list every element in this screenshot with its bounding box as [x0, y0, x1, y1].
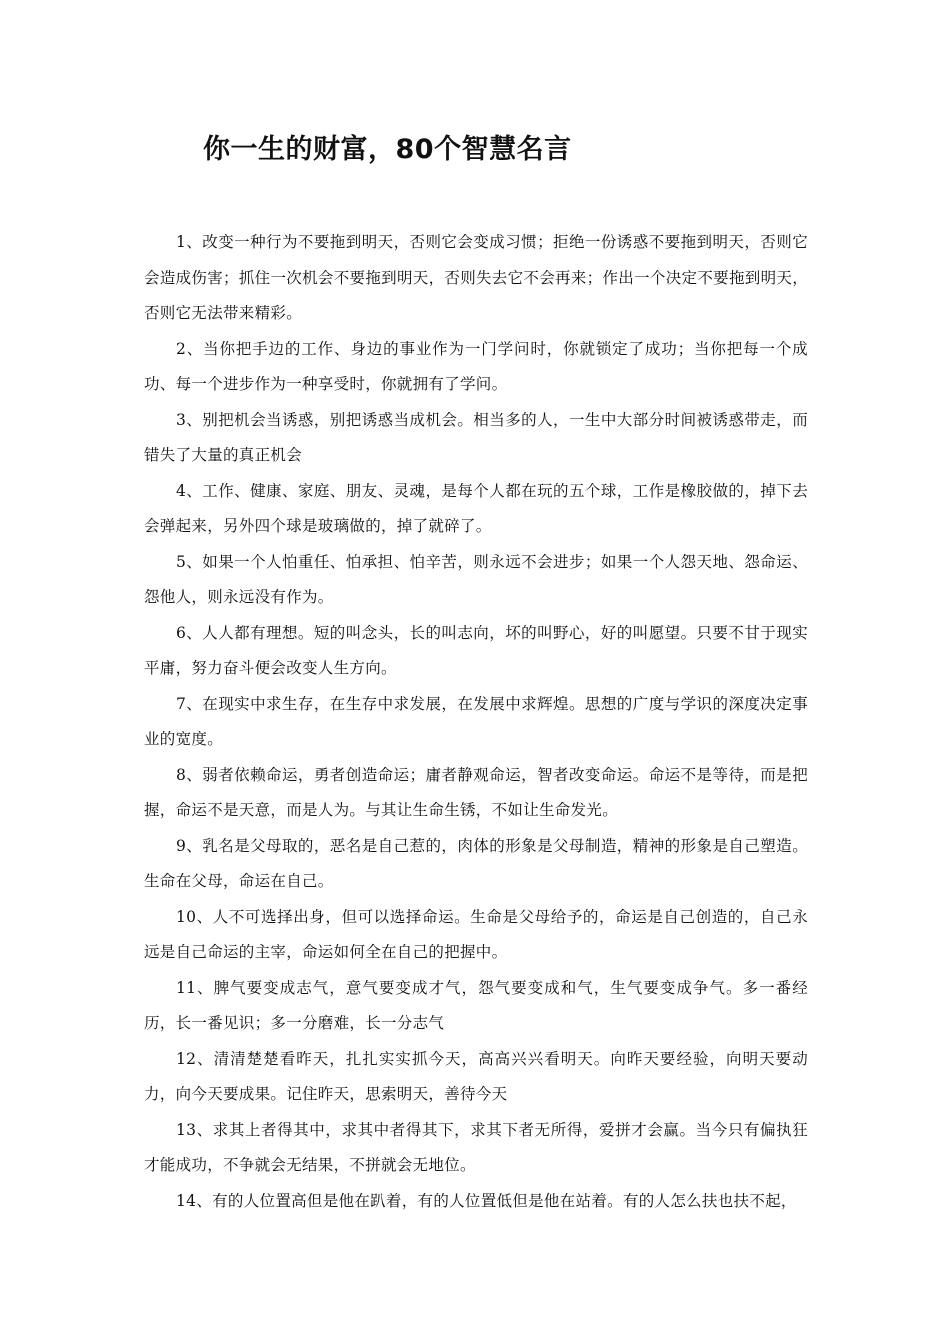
paragraph: 1、改变一种行为不要拖到明天，否则它会变成习惯；拒绝一份诱惑不要拖到明天，否则它会造成伤害；抓住一次机会不要拖到明天，否则失去它不会再来；作出一个决定不要拖到明天，否则它无法带来精彩。 [144, 233, 808, 322]
paragraph: 14、有的人位置高但是他在趴着，有的人位置低但是他在站着。有的人怎么扶也扶不起， [176, 1191, 797, 1210]
paragraph: 9、乳名是父母取的，恶名是自己惹的，肉体的形象是父母制造，精神的形象是自己塑造。生命在父母，命运在自己。 [144, 836, 808, 890]
paragraph: 12、清清楚楚看昨天，扎扎实实抓今天，高高兴兴看明天。向昨天要经验，向明天要动力，向今天要成果。记住昨天，思索明天，善待今天 [144, 1049, 808, 1103]
paragraph: 2、当你把手边的工作、身边的事业作为一门学问时，你就锁定了成功；当你把每一个成功、每一个进步作为一种享受时，你就拥有了学问。 [144, 339, 808, 393]
paragraph: 11、脾气要变成志气，意气要变成才气，怨气要变成和气，生气要变成争气。多一番经历，长一番见识；多一分磨难，长一分志气 [144, 978, 808, 1032]
paragraph: 8、弱者依赖命运，勇者创造命运；庸者静观命运，智者改变命运。命运不是等待，而是把握，命运不是天意，而是人为。与其让生命生锈，不如让生命发光。 [144, 765, 808, 819]
paragraph: 5、如果一个人怕重任、怕承担、怕辛苦，则永远不会进步；如果一个人怨天地、怨命运、怨他人，则永远没有作为。 [144, 552, 808, 606]
paragraph: 3、别把机会当诱惑，别把诱惑当成机会。相当多的人，一生中大部分时间被诱惑带走，而错失了大量的真正机会 [144, 410, 808, 464]
paragraph: 6、人人都有理想。短的叫念头，长的叫志向，坏的叫野心，好的叫愿望。只要不甘于现实平庸，努力奋斗便会改变人生方向。 [144, 623, 808, 677]
document-title: 你一生的财富，80个智慧名言 [203, 134, 572, 165]
paragraph: 4、工作、健康、家庭、朋友、灵魂，是每个人都在玩的五个球，工作是橡胶做的，掉下去会弹起来，另外四个球是玻璃做的，掉了就碎了。 [144, 481, 808, 535]
paragraph: 13、求其上者得其中，求其中者得其下，求其下者无所得，爱拼才会赢。当今只有偏执狂才能成功，不争就会无结果，不拼就会无地位。 [144, 1120, 808, 1174]
paragraph: 10、人不可选择出身，但可以选择命运。生命是父母给予的，命运是自己创造的，自己永远是自己命运的主宰，命运如何全在自己的把握中。 [144, 907, 808, 961]
paragraph: 7、在现实中求生存，在生存中求发展，在发展中求辉煌。思想的广度与学识的深度决定事业的宽度。 [144, 694, 808, 748]
document-body [144, 225, 808, 1219]
